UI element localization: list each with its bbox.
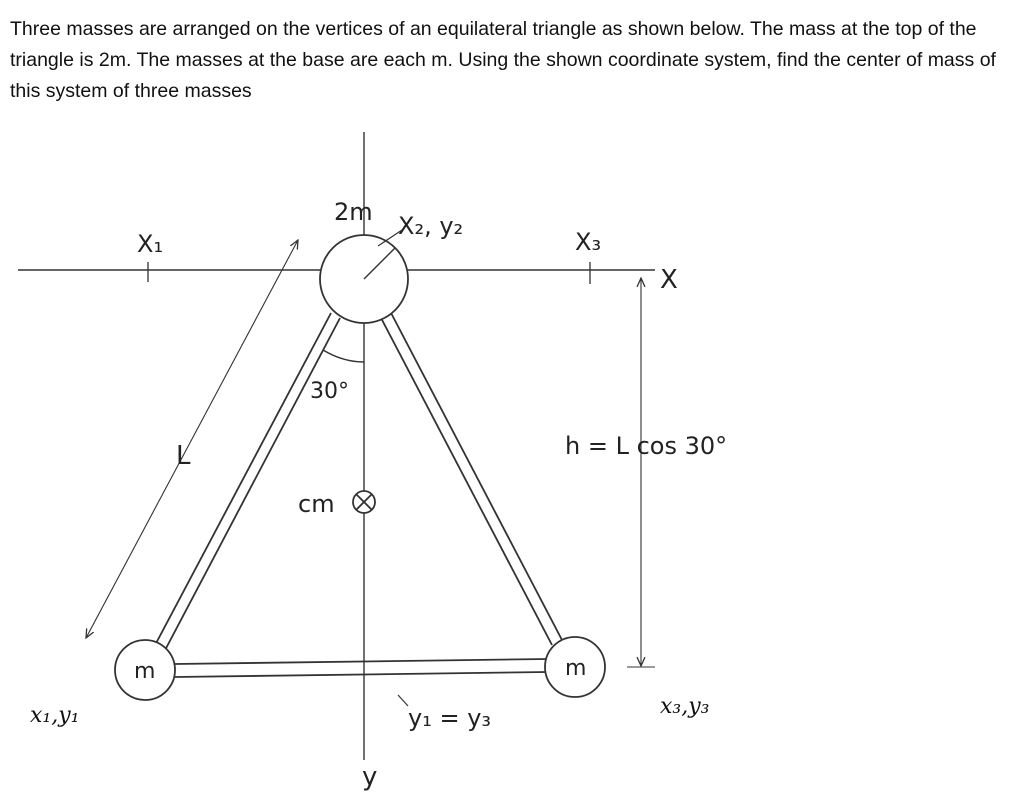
left-mass-label: m (134, 659, 156, 684)
angle-label: 30° (310, 379, 349, 404)
x1-label: X₁ (137, 230, 164, 258)
right-coords-label: x₃,y₃ (660, 694, 710, 719)
x2-y2-label: X₂, y₂ (398, 212, 464, 240)
y-axis-label: y (362, 762, 378, 792)
top-mass-label: 2m (334, 198, 373, 226)
cm-marker (353, 491, 375, 513)
problem-statement: Three masses are arranged on the vertices of an equilateral triangle as shown below. The mass at the top of the triangle is 2m. The masses at the base are each m. Using the shown coordinate system, find the center of mass of this system of three masses (10, 18, 996, 102)
angle-arc (323, 350, 364, 362)
side-length-dimension (86, 240, 298, 638)
x3-label: X₃ (575, 228, 602, 256)
x-axis-label: X (660, 265, 678, 295)
base-rod (175, 659, 547, 677)
left-coords-label: x₁,y₁ (30, 703, 80, 728)
height-label: h = L cos 30° (565, 432, 728, 460)
y-equality-leader (398, 695, 408, 706)
left-rod (153, 313, 340, 654)
cm-label: cm (298, 490, 335, 518)
side-length-label: L (176, 441, 191, 471)
y-equality-label: y₁ = y₃ (408, 704, 492, 732)
right-rod (380, 311, 562, 645)
right-mass-label: m (565, 656, 587, 681)
